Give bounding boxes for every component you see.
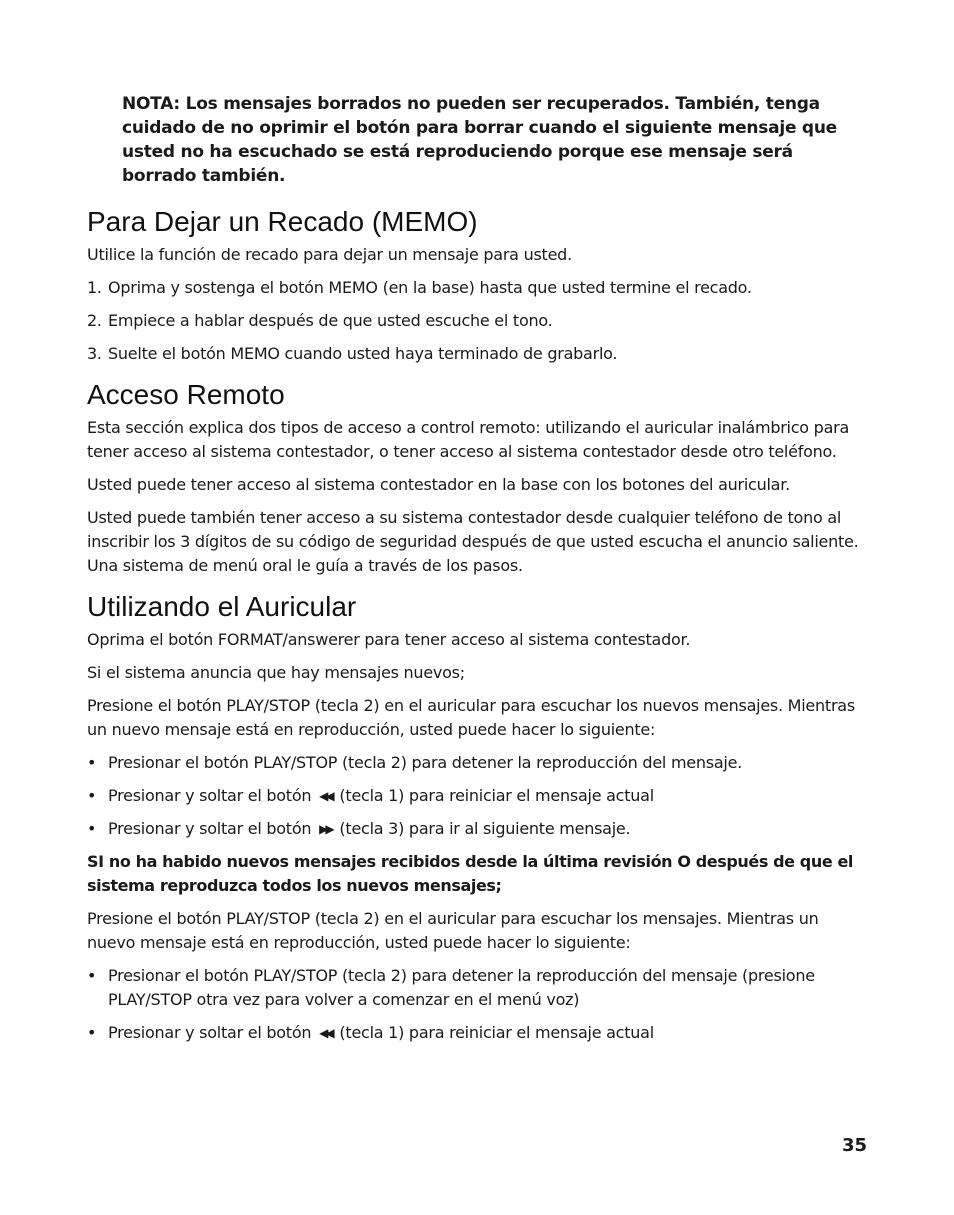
step-number: 2.	[87, 311, 102, 330]
handset-paragraph-4: Presione el botón PLAY/STOP (tecla 2) en el auricular para escuchar los mensajes. Mientras un nuevo mensaje está en reproducción, usted puede hacer lo siguiente:	[87, 909, 819, 952]
bullet-text-pre: Presionar y soltar el botón	[108, 1023, 312, 1042]
remote-paragraph-1: Esta sección explica dos tipos de acceso a control remoto: utilizando el auricular inalámbrico para tener acceso al sistema contestador, o tener acceso al sistema contestador desde otro teléfono.	[87, 418, 850, 461]
bullet-item	[87, 817, 867, 841]
bullet-text: Presionar el botón PLAY/STOP (tecla 2) para detener la reproducción del mensaje.	[108, 753, 743, 772]
bullet-item	[87, 751, 867, 775]
bullet-text-post: (tecla 1) para reiniciar el mensaje actual	[339, 786, 654, 805]
fast-forward-icon: ▶▶	[319, 822, 332, 836]
bullet-text: Presionar el botón PLAY/STOP (tecla 2) para detener la reproducción del mensaje (presione PLAY/STOP otra vez para volver a comenzar en el menú voz)	[108, 966, 815, 1009]
handset-paragraph-3: Presione el botón PLAY/STOP (tecla 2) en el auricular para escuchar los nuevos mensajes. Mientras un nuevo mensaje está en reproducción, usted puede hacer lo siguiente:	[87, 696, 855, 739]
bullet-text-post: (tecla 3) para ir al siguiente mensaje.	[339, 819, 631, 838]
bullet-dot: •	[87, 786, 97, 805]
bullet-item	[87, 784, 867, 808]
handset-bold-paragraph: SI no ha habido nuevos mensajes recibidos desde la última revisión O después de que el sistema reproduzca todos los nuevos mensajes;	[87, 852, 853, 895]
bullet-dot: •	[87, 819, 97, 838]
step-text: Empiece a hablar después de que usted escuche el tono.	[108, 311, 553, 330]
remote-paragraph-3: Usted puede también tener acceso a su sistema contestador desde cualquier teléfono de tono al inscribir los 3 dígitos de su código de seguridad después de que usted escucha el anuncio saliente. Una sistema de menú oral le guía a través de los pasos.	[87, 508, 859, 575]
bullet-text-pre: Presionar y soltar el botón	[108, 786, 312, 805]
step-text: Oprima y sostenga el botón MEMO (en la base) hasta que usted termine el recado.	[108, 278, 752, 297]
page-number: 35	[842, 1135, 868, 1156]
bullet-dot: •	[87, 753, 97, 772]
handset-bullets-new	[87, 751, 867, 841]
handset-paragraph-2: Si el sistema anuncia que hay mensajes nuevos;	[87, 663, 465, 682]
bullet-item	[87, 1021, 867, 1045]
handset-bullets-old	[87, 964, 867, 1045]
bullet-item	[87, 964, 867, 1012]
rewind-icon: ◀◀	[319, 789, 332, 803]
memo-step-3	[87, 342, 867, 366]
handset-heading: Utilizando el Auricular	[87, 591, 357, 622]
handset-paragraph-1: Oprima el botón FORMAT/answerer para tener acceso al sistema contestador.	[87, 630, 691, 649]
memo-intro: Utilice la función de recado para dejar un mensaje para usted.	[87, 245, 572, 264]
page-content	[87, 92, 867, 1054]
memo-steps	[87, 276, 867, 366]
bullet-text-post: (tecla 1) para reiniciar el mensaje actual	[339, 1023, 654, 1042]
remote-heading: Acceso Remoto	[87, 379, 285, 410]
step-number: 1.	[87, 278, 102, 297]
bullet-dot: •	[87, 966, 97, 985]
note-text: NOTA: Los mensajes borrados no pueden ser recuperados. También, tenga cuidado de no oprimir el botón para borrar cuando el siguiente mensaje que usted no ha escuchado se está reproduciendo porque ese mensaje será borrado también.	[122, 94, 837, 186]
step-number: 3.	[87, 344, 102, 363]
step-text: Suelte el botón MEMO cuando usted haya terminado de grabarlo.	[108, 344, 618, 363]
memo-heading: Para Dejar un Recado (MEMO)	[87, 206, 478, 237]
memo-step-1	[87, 276, 867, 300]
rewind-icon: ◀◀	[319, 1026, 332, 1040]
bullet-text-pre: Presionar y soltar el botón	[108, 819, 312, 838]
remote-paragraph-2: Usted puede tener acceso al sistema contestador en la base con los botones del auricular.	[87, 475, 790, 494]
memo-step-2	[87, 309, 867, 333]
bullet-dot: •	[87, 1023, 97, 1042]
